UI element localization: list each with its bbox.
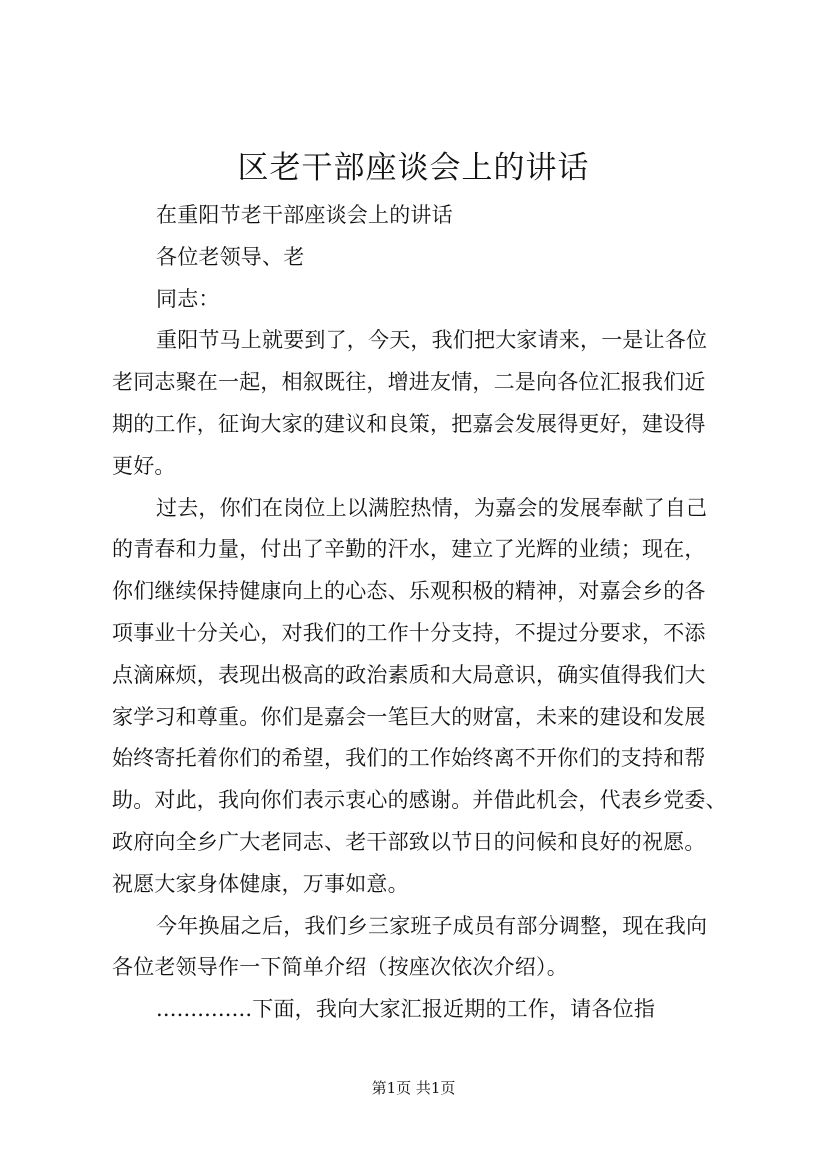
text-line: 在重阳节老干部座谈会上的讲话 — [156, 203, 453, 227]
text-line: 祝愿大家身体健康，万事如意。 — [112, 871, 409, 896]
text-line: 重阳节马上就要到了，今天，我们把大家请来，一是让各位 — [156, 328, 708, 353]
text-line: 点滴麻烦，表现出极高的政治素质和大局意识，确实值得我们大 — [112, 662, 706, 687]
text-line: 各位老领导、老 — [156, 244, 305, 269]
text-line: 更好。 — [112, 453, 176, 478]
text-line: 你们继续保持健康向上的心态、乐观积极的精神，对嘉会乡的各 — [112, 579, 706, 604]
text-line: 过去，你们在岗位上以满腔热情，为嘉会的发展奉献了自己 — [156, 495, 708, 520]
text-line: 老同志聚在一起，相叙既往，增进友情，二是向各位汇报我们近 — [112, 370, 706, 395]
document-body — [112, 195, 742, 1031]
text-line: 期的工作，征询大家的建议和良策，把嘉会发展得更好，建设得 — [112, 411, 706, 436]
text-line: 的青春和力量，付出了辛勤的汗水，建立了光辉的业绩；现在， — [112, 537, 706, 562]
page-footer: 第1页 共1页 — [371, 1079, 456, 1097]
text-line: 各位老领导作一下简单介绍（按座次依次介绍）。 — [112, 955, 568, 980]
text-line: 今年换届之后，我们乡三家班子成员有部分调整，现在我向 — [156, 913, 708, 938]
text-line: 家学习和尊重。你们是嘉会一笔巨大的财富，未来的建设和发展 — [112, 704, 706, 729]
document-title: 区老干部座谈会上的讲话 — [237, 150, 590, 186]
text-line: 助。对此，我向你们表示衷心的感谢。并借此机会，代表乡党委、 — [112, 788, 727, 813]
text-line: 同志： — [156, 286, 220, 311]
text-line: 项事业十分关心，对我们的工作十分支持，不提过分要求，不添 — [112, 620, 706, 645]
text-line: 政府向全乡广大老同志、老干部致以节日的问候和良好的祝愿。 — [112, 829, 706, 854]
text-line: ..............下面，我向大家汇报近期的工作，请各位指 — [156, 997, 656, 1022]
text-line: 始终寄托着你们的希望，我们的工作始终离不开你们的支持和帮 — [112, 746, 706, 771]
